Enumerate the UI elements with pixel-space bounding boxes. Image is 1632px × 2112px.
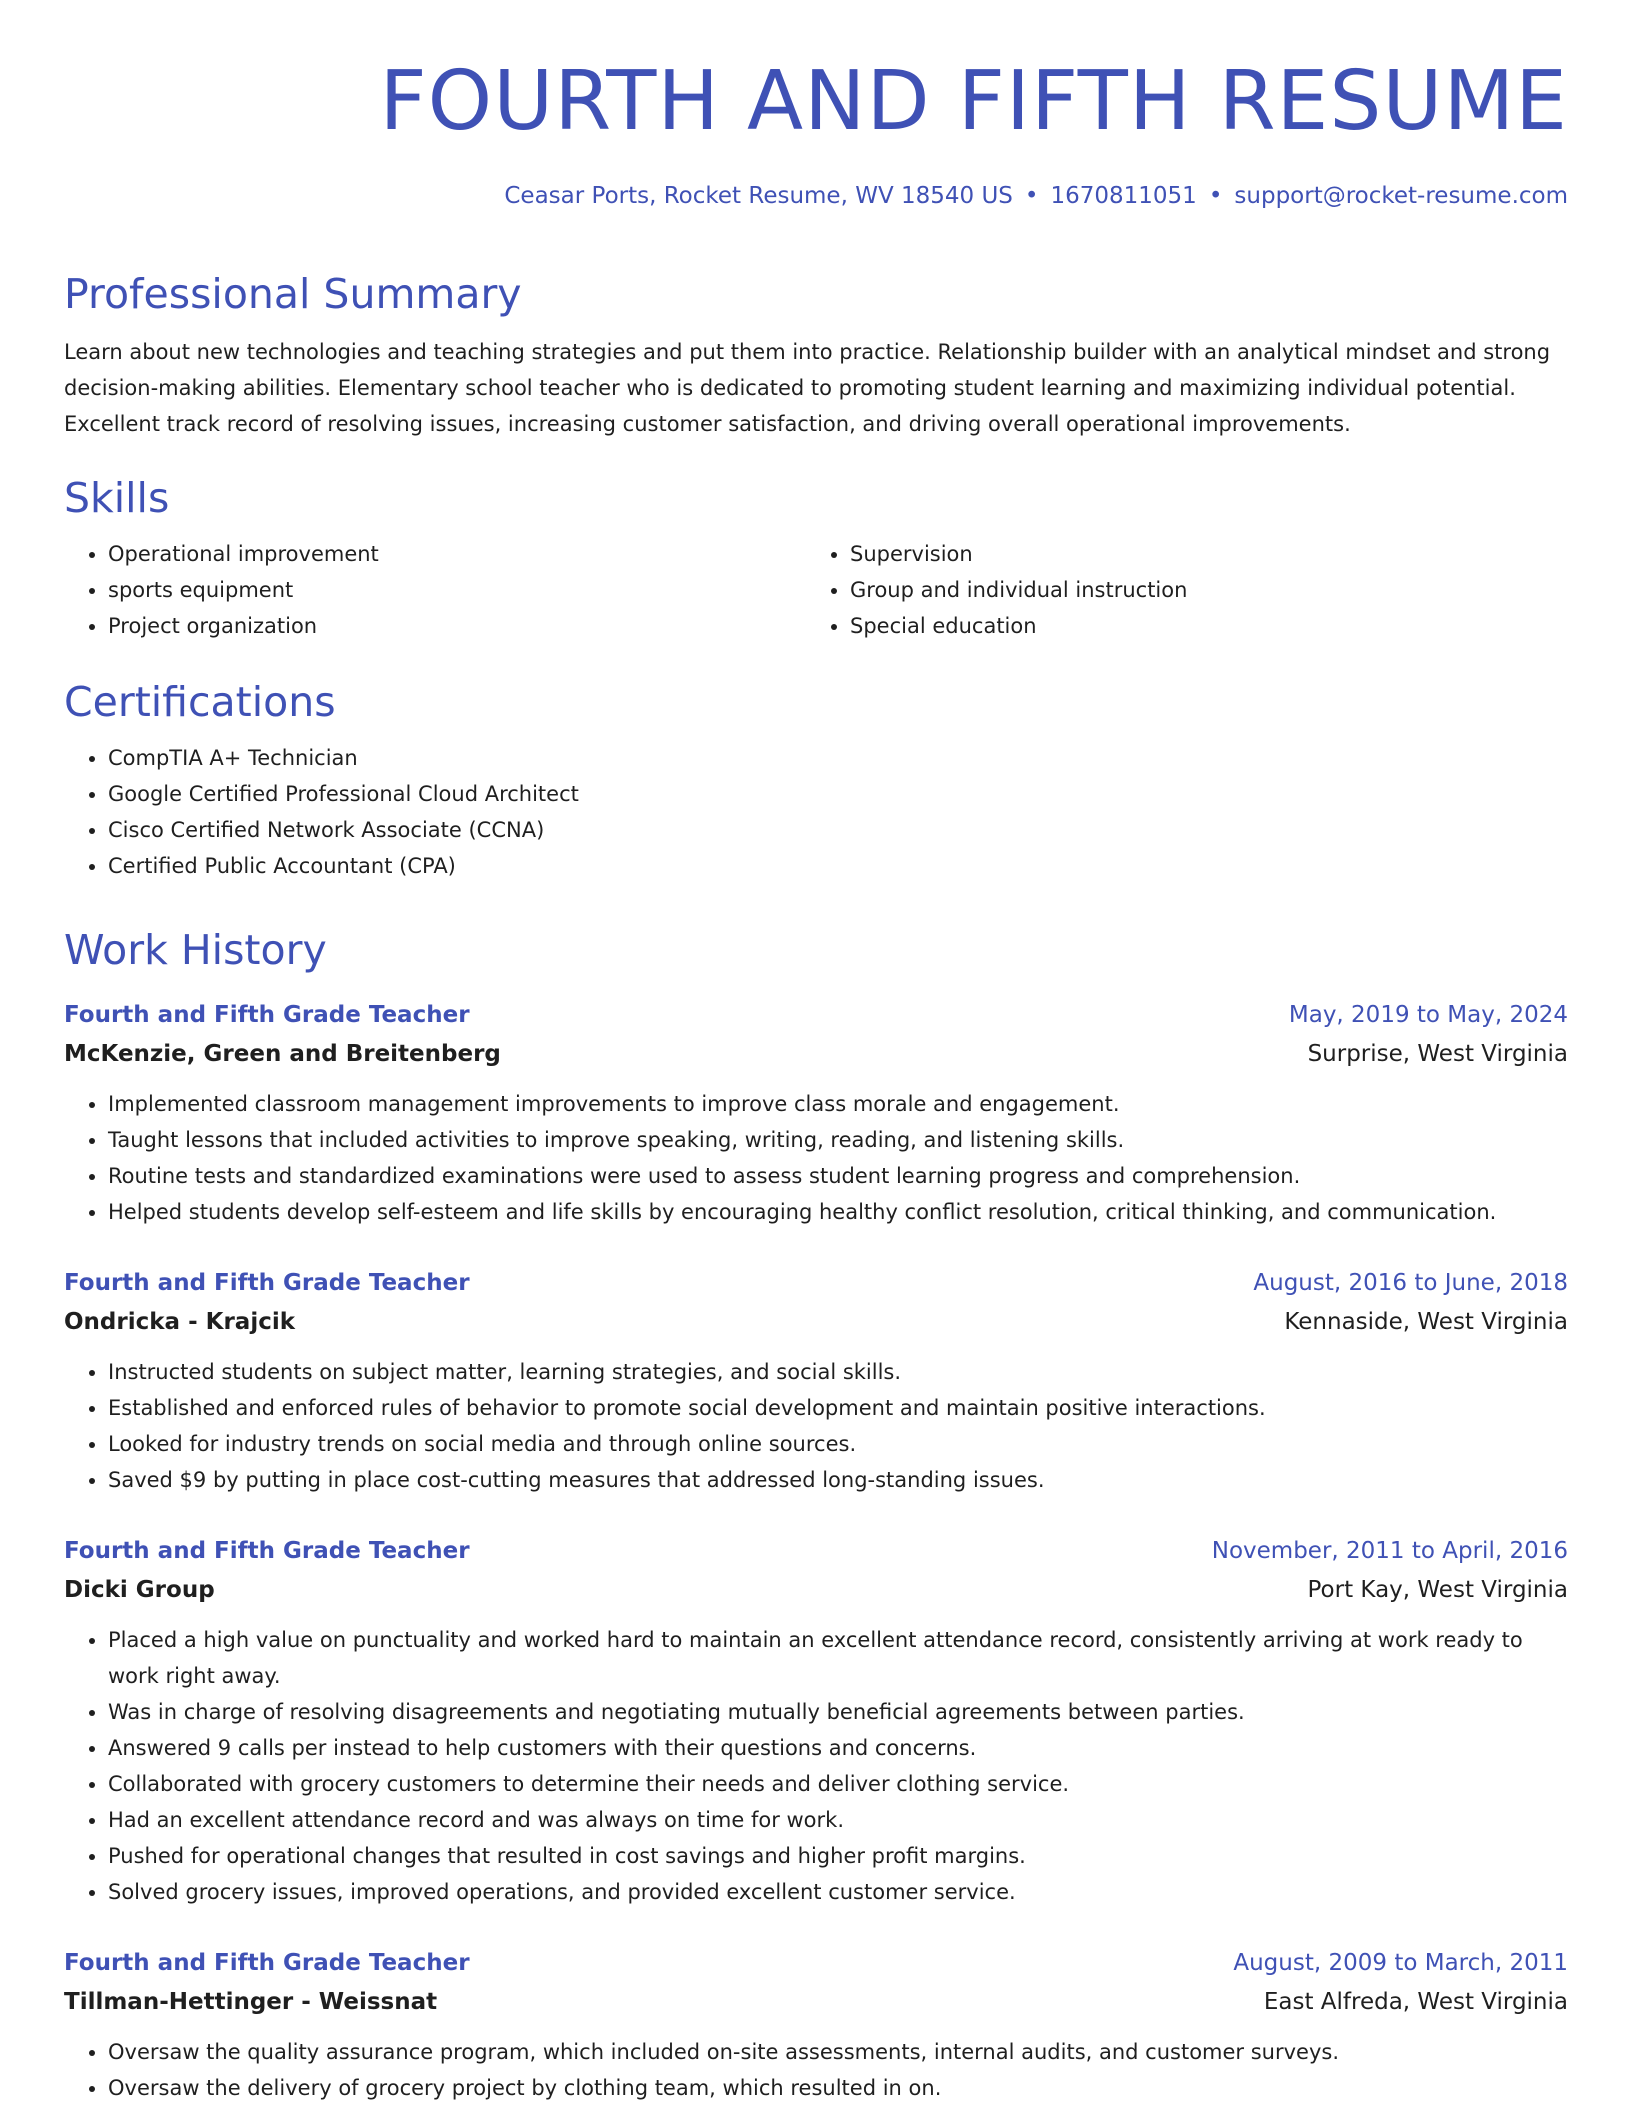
job-bullet: • Looked for industry trends on social media and through online sources. bbox=[108, 1426, 1568, 1462]
skills-list-left bbox=[64, 536, 850, 644]
job-company: McKenzie, Green and Breitenberg bbox=[64, 1041, 501, 1067]
job-header-row bbox=[64, 1264, 1568, 1302]
job-title: Fourth and Fifth Grade Teacher bbox=[64, 1538, 470, 1564]
job-bullet: • Routine tests and standardized examinations were used to assess student learning progress and comprehension. bbox=[108, 1158, 1568, 1194]
skills-grid bbox=[64, 536, 1568, 644]
job-bullet: • Placed a high value on punctuality and worked hard to maintain an excellent attendance record, consistently arriving at work ready to work right away. bbox=[108, 1622, 1568, 1694]
job-dates: August, 2009 to March, 2011 bbox=[1233, 1950, 1568, 1976]
job-header-row bbox=[64, 996, 1568, 1034]
skill-item: • Project organization bbox=[108, 608, 850, 644]
job-title: Fourth and Fifth Grade Teacher bbox=[64, 1950, 470, 1976]
job-bullets bbox=[64, 1086, 1568, 1230]
job-location: East Alfreda, West Virginia bbox=[1263, 1989, 1568, 2015]
job-company: Ondricka - Krajcik bbox=[64, 1309, 296, 1335]
job-title: Fourth and Fifth Grade Teacher bbox=[64, 1002, 470, 1028]
skill-item: • Special education bbox=[850, 608, 1592, 644]
work-history-heading: Work History bbox=[64, 926, 327, 974]
job-entry bbox=[64, 1532, 1568, 1910]
job-company-row bbox=[64, 1302, 1568, 1342]
resume-header bbox=[64, 0, 1568, 212]
contact-email[interactable]: support@rocket-resume.com bbox=[1234, 183, 1568, 209]
job-bullet: • Oversaw the delivery of grocery project by clothing team, which resulted in on. bbox=[108, 2070, 1568, 2106]
job-location: Kennaside, West Virginia bbox=[1284, 1309, 1568, 1335]
job-company-row bbox=[64, 1982, 1568, 2022]
job-bullet: • Solved grocery issues, improved operations, and provided excellent customer service. bbox=[108, 1874, 1568, 1910]
certification-item: • Cisco Certified Network Associate (CCNA) bbox=[108, 812, 1568, 848]
job-header-row bbox=[64, 1532, 1568, 1570]
job-bullets bbox=[64, 1622, 1568, 1910]
job-entry bbox=[64, 1264, 1568, 1498]
job-entry bbox=[64, 1944, 1568, 2106]
job-location: Port Kay, West Virginia bbox=[1307, 1577, 1568, 1603]
contact-separator: • bbox=[1024, 183, 1039, 209]
skill-item: • Group and individual instruction bbox=[850, 572, 1592, 608]
job-bullets bbox=[64, 1354, 1568, 1498]
job-bullet: • Pushed for operational changes that resulted in cost savings and higher profit margins. bbox=[108, 1838, 1568, 1874]
job-dates: May, 2019 to May, 2024 bbox=[1288, 1002, 1568, 1028]
job-company: Dicki Group bbox=[64, 1577, 215, 1603]
certifications-list bbox=[64, 740, 1568, 884]
job-dates: August, 2016 to June, 2018 bbox=[1253, 1270, 1568, 1296]
job-bullet: • Established and enforced rules of behavior to promote social development and maintain positive interactions. bbox=[108, 1390, 1568, 1426]
skill-item: • Operational improvement bbox=[108, 536, 850, 572]
job-bullet: • Taught lessons that included activities to improve speaking, writing, reading, and listening skills. bbox=[108, 1122, 1568, 1158]
certifications-heading: Certifications bbox=[64, 678, 336, 726]
skills-heading: Skills bbox=[64, 474, 170, 522]
skills-column-right bbox=[806, 536, 1548, 644]
skills-list-right bbox=[806, 536, 1592, 644]
job-header-row bbox=[64, 1944, 1568, 1982]
job-company-row bbox=[64, 1034, 1568, 1074]
job-bullet: • Was in charge of resolving disagreements and negotiating mutually beneficial agreements between parties. bbox=[108, 1694, 1568, 1730]
job-entry bbox=[64, 996, 1568, 1230]
job-bullet: • Had an excellent attendance record and was always on time for work. bbox=[108, 1802, 1568, 1838]
job-company-row bbox=[64, 1570, 1568, 1610]
skills-column-left bbox=[64, 536, 806, 644]
job-bullet: • Answered 9 calls per instead to help customers with their questions and concerns. bbox=[108, 1730, 1568, 1766]
summary-heading: Professional Summary bbox=[64, 270, 522, 318]
job-bullet: • Helped students develop self-esteem and life skills by encouraging healthy conflict resolution, critical thinking, and communication. bbox=[108, 1194, 1568, 1230]
job-bullet: • Saved $9 by putting in place cost-cutting measures that addressed long-standing issues. bbox=[108, 1462, 1568, 1498]
job-location: Surprise, West Virginia bbox=[1307, 1041, 1568, 1067]
summary-text: Learn about new technologies and teaching strategies and put them into practice. Relationship builder with an analytical mindset and strong decision-making abilities. Elementary school teacher who is dedicated to promoting student learning and maximizing individual potential. Excellent track record of resolving issues, increasing customer satisfaction, and driving overall operational improvements. bbox=[64, 340, 1551, 436]
contact-line bbox=[64, 180, 1568, 212]
contact-phone: 1670811051 bbox=[1050, 183, 1197, 209]
skill-item: • Supervision bbox=[850, 536, 1592, 572]
job-bullet: • Instructed students on subject matter, learning strategies, and social skills. bbox=[108, 1354, 1568, 1390]
job-bullet: • Collaborated with grocery customers to determine their needs and deliver clothing service. bbox=[108, 1766, 1568, 1802]
certification-item: • CompTIA A+ Technician bbox=[108, 740, 1568, 776]
contact-separator: • bbox=[1208, 183, 1223, 209]
job-bullets bbox=[64, 2034, 1568, 2106]
contact-address: Ceasar Ports, Rocket Resume, WV 18540 US bbox=[504, 183, 1013, 209]
job-bullet: • Implemented classroom management improvements to improve class morale and engagement. bbox=[108, 1086, 1568, 1122]
job-dates: November, 2011 to April, 2016 bbox=[1211, 1538, 1568, 1564]
certification-item: • Google Certified Professional Cloud Architect bbox=[108, 776, 1568, 812]
certification-item: • Certified Public Accountant (CPA) bbox=[108, 848, 1568, 884]
job-title: Fourth and Fifth Grade Teacher bbox=[64, 1270, 470, 1296]
job-bullet: • Oversaw the quality assurance program, which included on-site assessments, internal audits, and customer surveys. bbox=[108, 2034, 1568, 2070]
candidate-name: FOURTH AND FIFTH RESUME bbox=[379, 54, 1568, 149]
job-company: Tillman-Hettinger - Weissnat bbox=[64, 1989, 438, 2015]
skill-item: • sports equipment bbox=[108, 572, 850, 608]
